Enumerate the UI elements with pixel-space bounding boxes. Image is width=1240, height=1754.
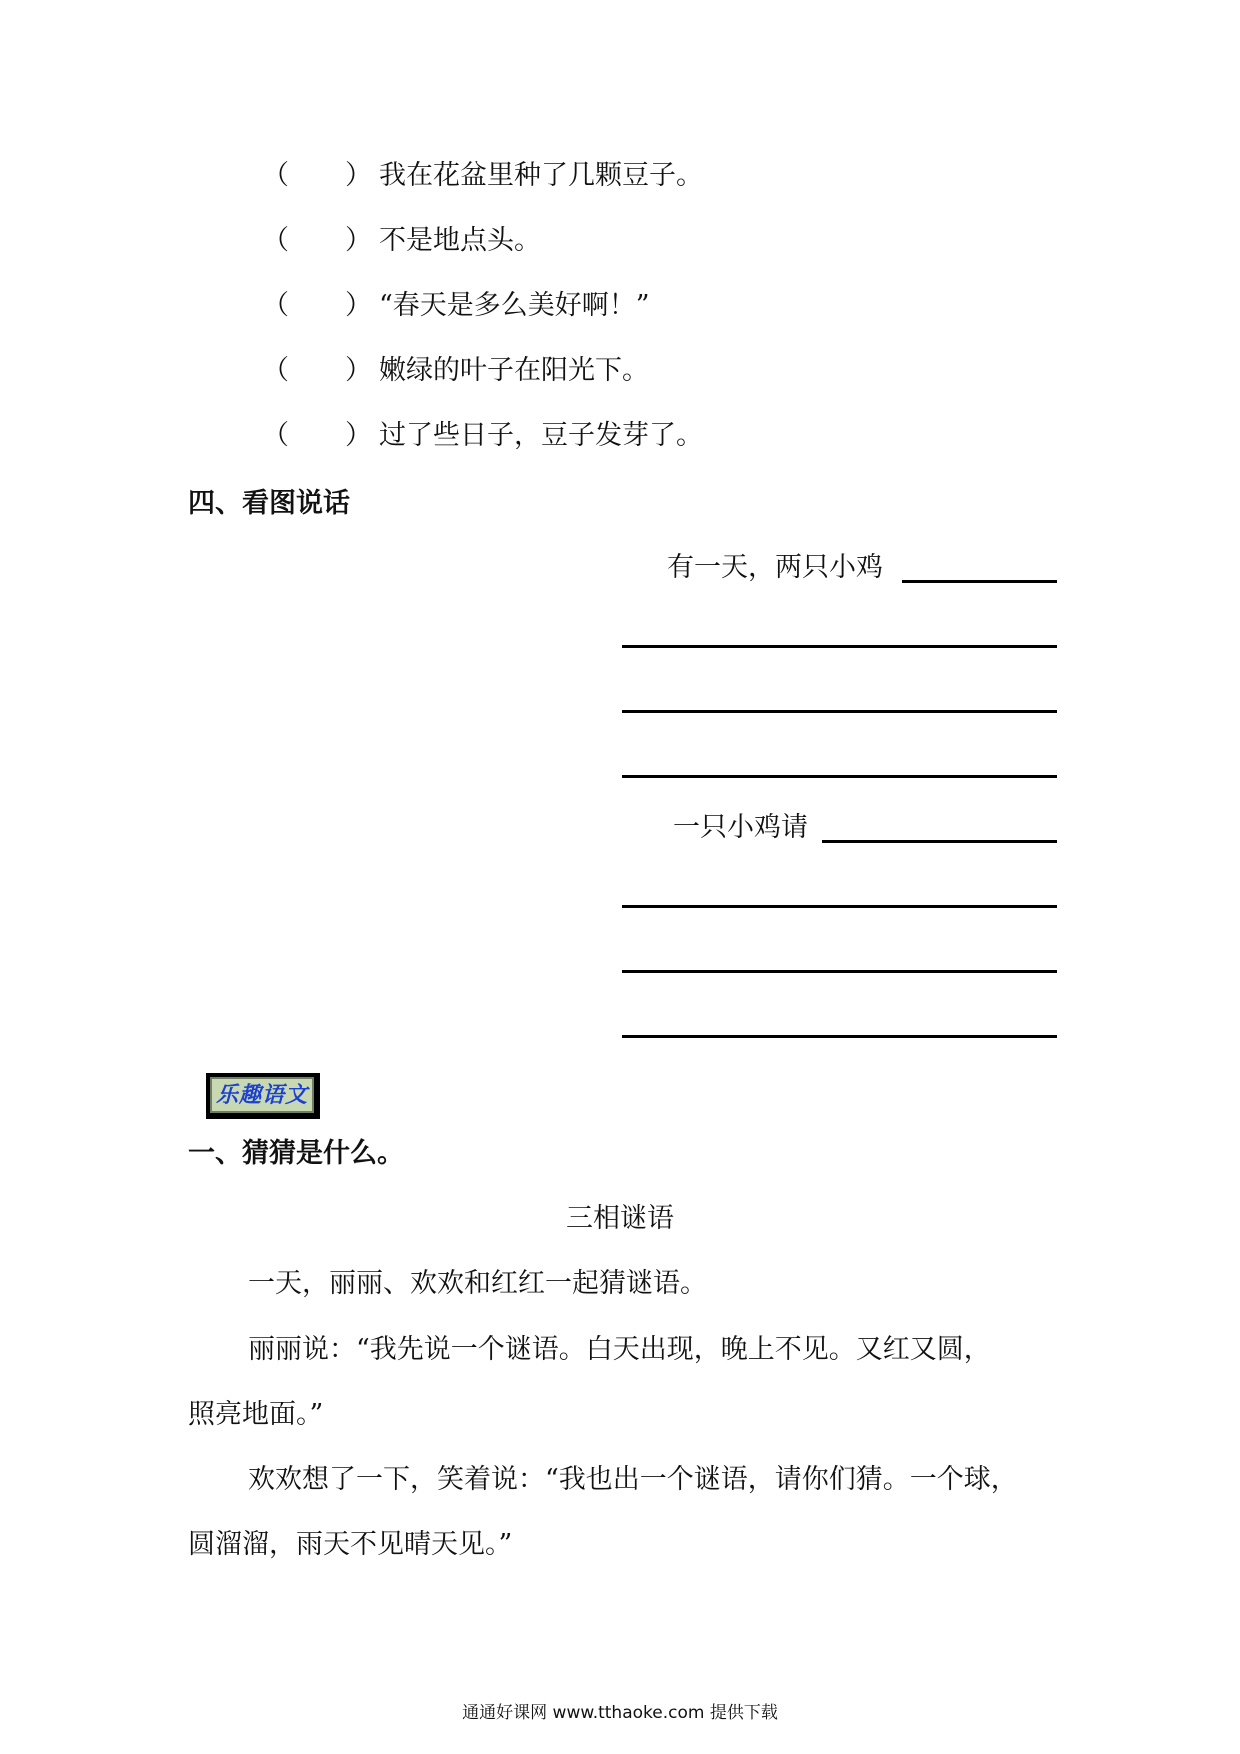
- answer-line[interactable]: [622, 1035, 1057, 1038]
- order-item-text: 嫩绿的叶子在阳光下。: [379, 355, 649, 386]
- blank-open: （: [262, 355, 289, 386]
- blank-open: （: [262, 290, 289, 321]
- answer-line[interactable]: [622, 775, 1057, 778]
- badge-label: 乐趣语文: [215, 1082, 308, 1108]
- blank-open: （: [262, 225, 289, 256]
- order-item-text: “春天是多么美好啊！”: [379, 290, 650, 321]
- order-item-text: 我在花盆里种了几颗豆子。: [379, 160, 703, 191]
- blank-close: ）: [345, 355, 372, 386]
- story-paragraph: 欢欢想了一下，笑着说：“我也出一个谜语，请你们猜。一个球，: [248, 1464, 1018, 1495]
- answer-line[interactable]: [902, 580, 1057, 583]
- answer-line[interactable]: [822, 840, 1057, 843]
- answer-line[interactable]: [622, 970, 1057, 973]
- story-paragraph: 丽丽说：“我先说一个谜语。白天出现，晚上不见。又红又圆，: [248, 1334, 991, 1365]
- picture-talk-prompt-2: 一只小鸡请: [673, 812, 808, 843]
- footer-source: 通通好课网 www.tthaoke.com 提供下载: [462, 1703, 778, 1723]
- blank-close: ）: [345, 290, 372, 321]
- section1-title: 一、猜猜是什么。: [188, 1138, 404, 1169]
- story-paragraph: 一天，丽丽、欢欢和红红一起猜谜语。: [248, 1268, 707, 1299]
- story-title: 三相谜语: [566, 1203, 674, 1234]
- order-item-text: 不是地点头。: [379, 225, 541, 256]
- section-badge: [206, 1073, 320, 1119]
- picture-talk-prompt-1: 有一天，两只小鸡: [667, 552, 883, 583]
- answer-line[interactable]: [622, 645, 1057, 648]
- blank-close: ）: [345, 160, 372, 191]
- story-paragraph-cont: 圆溜溜，雨天不见晴天见。”: [188, 1529, 513, 1560]
- blank-open: （: [262, 160, 289, 191]
- blank-open: （: [262, 420, 289, 451]
- answer-line[interactable]: [622, 905, 1057, 908]
- blank-close: ）: [345, 225, 372, 256]
- order-item-text: 过了些日子，豆子发芽了。: [379, 420, 703, 451]
- answer-line[interactable]: [622, 710, 1057, 713]
- section4-title: 四、看图说话: [188, 488, 350, 519]
- blank-close: ）: [345, 420, 372, 451]
- story-paragraph-cont: 照亮地面。”: [188, 1399, 324, 1430]
